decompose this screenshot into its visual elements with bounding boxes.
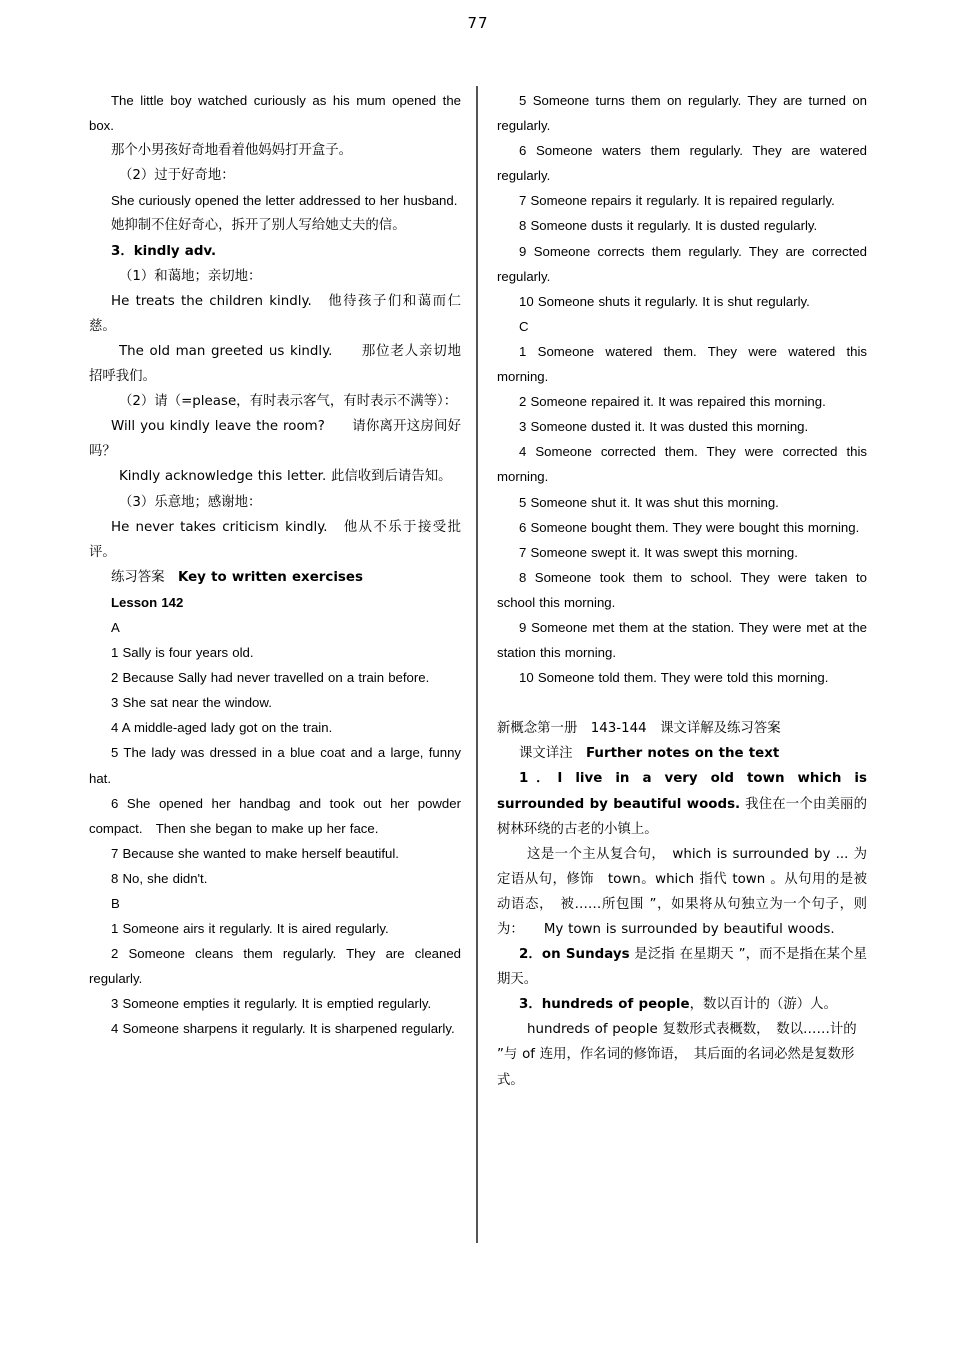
note-1-bold: 1．I live in a very old town which is surrounded by beautiful woods.: [497, 771, 867, 812]
section-heading-notes: [497, 741, 867, 766]
note-3-explain: hundreds of people 复数形式表概数， 数以……计的 ”与 of 连用，作名词的修饰语， 其后面的名词必然是复数形式。: [497, 1022, 857, 1088]
note-2-bold: 2．on Sundays: [519, 947, 630, 963]
example-sentence-en-2: She curiously opened the letter addressed to her husband.: [111, 193, 458, 209]
exercise-part-b: B: [111, 896, 120, 911]
left-text-column: [89, 88, 461, 1042]
lesson-heading: Lesson 142: [111, 594, 184, 610]
page-number: 77: [467, 14, 489, 32]
note-1: [497, 766, 867, 841]
answer-c-9: 9 Someone met them at the station. They were met at the station this morning.: [497, 619, 867, 661]
note-2: [497, 942, 867, 992]
answer-c-2: 2 Someone repaired it. It was repaired this morning.: [519, 394, 826, 410]
section-heading-key-bold: Key to written exercises: [177, 569, 363, 585]
unit-title: 新概念第一册 143-144 课文详解及练习答案: [497, 721, 781, 737]
answer-c-7: 7 Someone swept it. It was swept this morning.: [519, 544, 798, 560]
sense-heading-2b: （2）请（=please，有时表示客气，有时表示不满等）：: [119, 394, 458, 410]
answer-b-2: 2 Someone cleans them regularly. They are cleaned regularly.: [89, 946, 461, 987]
answer-c-8: 8 Someone took them to school. They were taken to school this morning.: [497, 569, 867, 610]
section-heading-notes-plain: 课文详注: [519, 746, 586, 762]
answer-c-3: 3 Someone dusted it. It was dusted this morning.: [519, 419, 809, 435]
sense-heading-2: （2）过于好奇地：: [119, 168, 235, 184]
answer-a-4: 4 A middle-aged lady got on the train.: [111, 720, 333, 736]
section-heading-notes-bold: Further notes on the text: [585, 746, 780, 762]
example-sentence-4: The old man greeted us kindly. 那位老人亲切地招呼我们。: [89, 343, 461, 385]
answer-b-3: 3 Someone empties it regularly. It is emptied regularly.: [111, 996, 432, 1012]
note-1-explain: 这是一个主从复合句， which is surrounded by ... 为定语从句，修饰 town。which 指代 town 。从句用的是被动语态， 被……所包围 ”，如果将从句独立为一个句子，则为： My town is surrounded by beautiful woods.: [497, 846, 867, 937]
exercise-part-c: C: [519, 318, 529, 334]
answer-c-1: 1 Someone watered them. They were watered this morning.: [497, 343, 867, 385]
answer-a-8: 8 No, she didn't.: [111, 870, 208, 886]
example-sentence-cn-2: 她抑制不住好奇心，拆开了别人写给她丈夫的信。: [111, 218, 406, 234]
answer-c-6: 6 Someone bought them. They were bought this morning.: [519, 519, 860, 535]
exercise-part-a: A: [111, 619, 120, 635]
note-1-plain: 我住在一个由美丽的树林环绕的古老的小镇上。: [497, 796, 867, 837]
answer-a-6: 6 She opened her handbag and took out her powder compact. Then she began to make up her face.: [89, 795, 461, 836]
answer-b-6: 6 Someone waters them regularly. They are watered regularly.: [497, 143, 867, 184]
answer-a-3: 3 She sat near the window.: [111, 695, 272, 711]
section-spacer: [497, 690, 867, 716]
answer-b-1: 1 Someone airs it regularly. It is aired regularly.: [111, 921, 389, 937]
answer-c-10: 10 Someone told them. They were told this morning.: [519, 670, 829, 686]
note-3-plain: ，数以百计的（游）人。: [689, 997, 837, 1013]
answer-b-5: 5 Someone turns them on regularly. They are turned on regularly.: [497, 93, 867, 134]
answer-a-1: 1 Sally is four years old.: [111, 645, 254, 661]
section-heading-key: [89, 565, 461, 590]
answer-b-9: 9 Someone corrects them regularly. They are corrected regularly.: [497, 243, 867, 284]
example-sentence-5: Will you kindly leave the room? 请你离开这房间好吗？: [89, 419, 461, 460]
example-sentence-cn-1: 那个小男孩好奇地看着他妈妈打开盒子。: [111, 143, 353, 159]
entry-heading-kindly: 3．kindly adv.: [111, 243, 217, 259]
answer-c-4: 4 Someone corrected them. They were corrected this morning.: [497, 444, 867, 485]
answer-a-5: 5 The lady was dressed in a blue coat and a large, funny hat.: [89, 745, 461, 786]
note-3: [497, 992, 867, 1017]
answer-a-7: 7 Because she wanted to make herself beautiful.: [111, 845, 399, 861]
sense-heading-3: （3）乐意地；感谢地：: [119, 494, 262, 510]
answer-a-2: 2 Because Sally had never travelled on a train before.: [111, 670, 430, 686]
example-sentence-7: He never takes criticism kindly. 他从不乐于接受批评。: [89, 519, 461, 560]
example-sentence-6: Kindly acknowledge this letter. 此信收到后请告知。: [119, 469, 452, 485]
note-2-plain: 是泛指 在星期天 ”，而不是指在某个星期天。: [497, 947, 867, 988]
answer-b-10: 10 Someone shuts it regularly. It is shut regularly.: [519, 293, 810, 309]
section-heading-key-plain: 练习答案: [111, 569, 178, 585]
answer-b-4: 4 Someone sharpens it regularly. It is sharpened regularly.: [111, 1021, 455, 1037]
note-3-bold: 3．hundreds of people: [519, 997, 690, 1013]
example-sentence-3: He treats the children kindly. 他待孩子们和蔼而仁慈。: [89, 293, 461, 334]
answer-b-8: 8 Someone dusts it regularly. It is dusted regularly.: [519, 218, 818, 234]
column-divider: [476, 86, 478, 1243]
right-text-column: [497, 88, 867, 1093]
example-sentence-en-1: The little boy watched curiously as his mum opened the box.: [89, 93, 461, 134]
sense-heading-1: （1）和蔼地；亲切地：: [119, 268, 262, 284]
answer-c-5: 5 Someone shut it. It was shut this morning.: [519, 494, 779, 510]
answer-b-7: 7 Someone repairs it regularly. It is repaired regularly.: [519, 193, 835, 209]
